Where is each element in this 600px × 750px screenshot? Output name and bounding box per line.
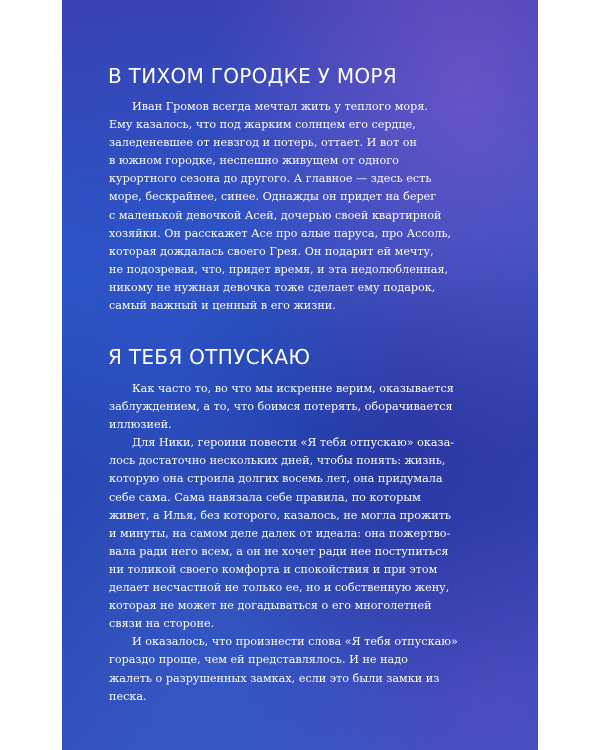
text-line: гораздо проще, чем ей представлялось. И не надо <box>109 653 408 667</box>
text-line: самый важный и ценный в его жизни. <box>109 299 336 313</box>
text-line: ни толикой своего комфорта и спокойствия и при этом <box>109 562 438 576</box>
text-line: И оказалось, что произнести слова «Я тебя отпускаю» <box>132 635 458 649</box>
text-line: Ему казалось, что под жарким солнцем его сердце, <box>109 118 416 132</box>
section-1-text <box>109 98 451 315</box>
section-2-text <box>109 380 458 706</box>
text-line: лось достаточно нескольких дней, чтобы понять: жизнь, <box>109 454 446 468</box>
text-line: себе сама. Сама навязала себе правила, по которым <box>109 490 421 504</box>
text-line: в южном городке, неспешно живущем от одного <box>109 154 399 168</box>
text-line: курортного сезона до другого. А главное — здесь есть <box>109 172 432 186</box>
text-line: делает несчастной не только ее, но и собственную жену, <box>109 581 450 595</box>
text-line: живет, а Илья, без которого, казалось, не могла прожить <box>109 508 451 522</box>
section-2-heading: Я ТЕБЯ ОТПУСКАЮ <box>108 345 311 369</box>
text-line: связи на стороне. <box>109 617 215 631</box>
text-line: которую она строила долгих восемь лет, она придумала <box>109 472 443 486</box>
text-line: никому не нужная девочка тоже сделает ему подарок, <box>109 280 436 294</box>
text-line: жалеть о разрушенных замках, если это были замки из <box>109 671 440 685</box>
text-line: Как часто то, во что мы искренне верим, оказывается <box>132 382 454 395</box>
text-line: Для Ники, героини повести «Я тебя отпускаю» оказа- <box>132 436 455 450</box>
text-line: заблуждением, а то, что боимся потерять, оборачивается <box>109 400 453 414</box>
text-line: Иван Громов всегда мечтал жить у теплого моря. <box>132 100 428 113</box>
text-line: которая дождалась своего Грея. Он подарит ей мечту, <box>109 244 434 258</box>
text-line: песка. <box>109 689 147 703</box>
text-line: с маленькой девочкой Асей, дочерью своей квартирной <box>109 208 442 222</box>
section-1-heading: В ТИХОМ ГОРОДКЕ У МОРЯ <box>108 64 397 88</box>
book-back-cover <box>62 0 538 750</box>
text-line: и минуты, на самом деле далек от идеала: она пожертво- <box>109 526 451 540</box>
text-line: вала ради него всем, а он не хочет ради нее поступиться <box>109 544 449 558</box>
text-line: хозяйки. Он расскажет Асе про алые паруса, про Ассоль, <box>109 226 452 240</box>
text-line: которая не может не догадываться о его многолетней <box>109 599 432 613</box>
text-line: море, бескрайнее, синее. Однажды он придет на берег <box>109 190 437 204</box>
text-line: заледеневшее от невзгод и потерь, оттает. И вот он <box>109 136 417 150</box>
text-line: не подозревая, что, придет время, и эта недолюбленная, <box>109 262 449 276</box>
text-line: иллюзией. <box>109 418 172 432</box>
